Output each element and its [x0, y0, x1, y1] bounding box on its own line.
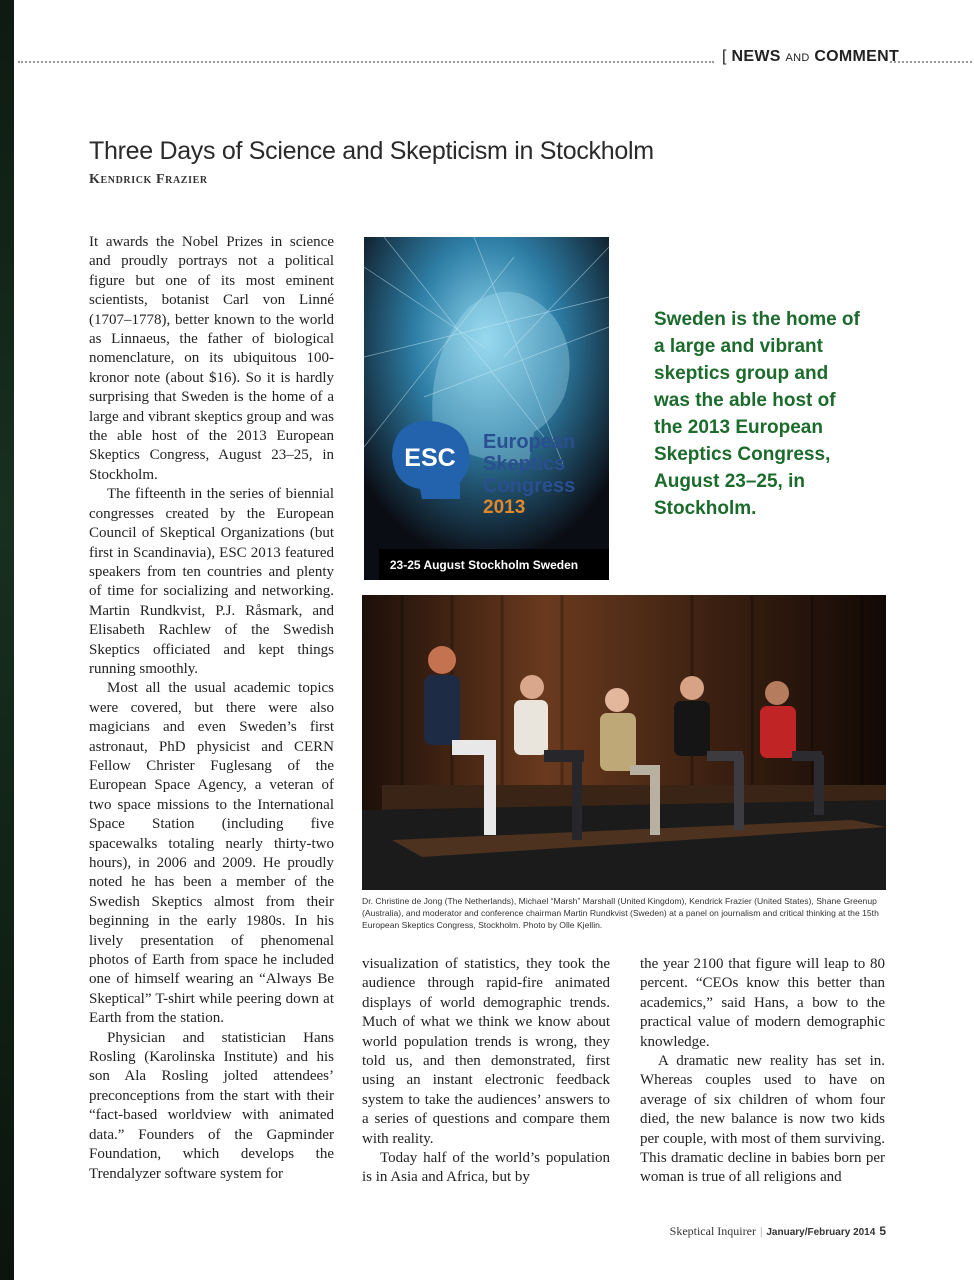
section-label: [ NEWS AND COMMENT: [722, 48, 900, 65]
paragraph: Physician and statistician Hans Rosling (Karolinska Institute) and his son Ala Rosling jolted attendees’ preconceptions from the start with their “fact-based worldview with animated data.” Founders of the Gapminder Foundation, which develops the Trendalyzer software system for: [89, 1029, 334, 1182]
page-footer: Skeptical Inquirer | January/February 2014 5: [669, 1224, 886, 1238]
page-edge-texture: [0, 0, 14, 1280]
issue-date: January/February 2014: [766, 1227, 876, 1238]
paragraph: the year 2100 that figure will leap to 80 percent. “CEOs know this better than academics,” said Hans, a bow to the practical value of modern demographic knowledge.: [640, 956, 885, 1050]
esc-2013-poster: [364, 237, 609, 580]
poster-line-skeptics: Skeptics: [483, 453, 566, 475]
text-column-1: [89, 233, 334, 1184]
text-column-2: [362, 955, 610, 1188]
paragraph: visualization of statistics, they took the audience through rapid-fire animated displays of world demographic trends. Much of what we think we know about world population trends is wrong, they told us, and then demonstrated, first using an instant electronic feedback system to take the audiences’ answers to a series of questions and compare them with reality.: [362, 956, 610, 1147]
paragraph: The fifteenth in the series of biennial congresses created by the European Council of Skeptical Organizations (but first in Scandinavia), ESC 2013 featured speakers from ten countries and plenty of time for socializing and networking. Martin Rundkvist, P.J. Råsmark, and Elisabeth Rachlew of the Swedish Skeptics officiated and kept things running smoothly.: [89, 486, 334, 677]
svg-text:ESC: ESC: [404, 444, 456, 472]
photo-caption: Dr. Christine de Jong (The Netherlands), Michael “Marsh” Marshall (United Kingdom), Kendrick Frazier (United States), Shane Greenup (Australia), and moderator and conference chairman Martin Rundkvist (Sweden) at a panel on journalism and critical thinking at the 15th European Skeptics Congress, Stockholm. Photo by Olle Kjellin.: [362, 896, 879, 930]
paragraph: It awards the Nobel Prizes in science and proudly portrays not a political figure but one of its most eminent scientists, botanist Carl von Linné (1707–1778), better known to the world as Linnaeus, the father of biological nomenclature, on its ubiquitous 100-kronor note (about $16). So it is hardly surprising that Sweden is the home of a large and vibrant skeptics group and was the able host of the 2013 European Skeptics Congress, August 23–25, in Stockholm.: [89, 234, 334, 483]
author-byline: Kendrick Frazier: [89, 172, 208, 187]
paragraph: Most all the usual academic topics were covered, but there were also magicians and even Sweden’s first astronaut, PhD physicist and CERN Fellow Christer Fuglesang of the European Space Agency, a veteran of two space missions to the International Space Station (including five spacewalks totaling nearly thirty-two hours), in 2006 and 2009. He proudly noted he has been a member of the Swedish Skeptics almost from their beginning in the early 1980s. In his lively presentation of phenomenal photos of Earth from space he included one of himself wearing an “Always Be Skeptical” T-shirt while peering down at Earth from the station.: [89, 680, 334, 1027]
poster-year: 2013: [483, 497, 526, 518]
page-number: 5: [879, 1224, 886, 1238]
poster-line-congress: Congress: [483, 475, 576, 497]
pull-quote: Sweden is the home of a large and vibrant skeptics group and was the able host of the 2013 European Skeptics Congress, August 23–25, in Stockholm.: [654, 309, 860, 519]
header-rule-right: [890, 61, 972, 63]
paragraph: Today half of the world’s population is in Asia and Africa, but by: [362, 1150, 610, 1186]
header-rule-left: [18, 61, 714, 63]
poster-date-banner: 23-25 August Stockholm Sweden: [389, 558, 579, 572]
paragraph: A dramatic new reality has set in. Whereas couples used to have on average of six children of whom four died, the new balance is now two kids per couple, with most of them surviving. This dramatic decline in babies born per woman is true of all religions and: [640, 1053, 885, 1186]
article-title: Three Days of Science and Skepticism in Stockholm: [89, 137, 654, 165]
magazine-name: Skeptical Inquirer: [669, 1224, 756, 1238]
poster-line-european: European: [483, 431, 576, 453]
poster-graphic: [364, 237, 609, 580]
panel-photo: [362, 595, 886, 890]
panel-photo-scene: [362, 595, 886, 890]
text-column-3: [640, 955, 885, 1188]
